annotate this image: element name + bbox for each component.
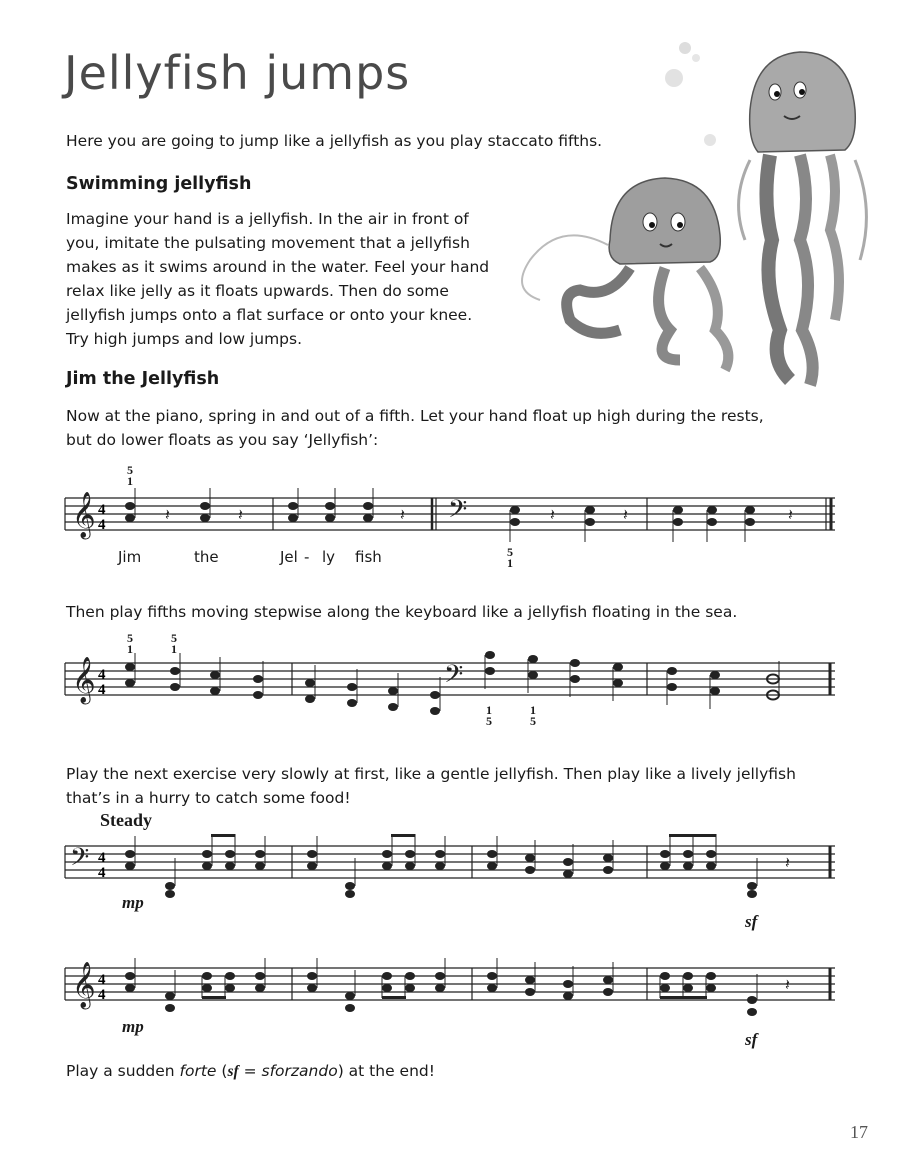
- music-staff-1: [60, 480, 850, 580]
- svg-text:𝄢: 𝄢: [444, 660, 464, 695]
- text-line: that’s in a hurry to catch some food!: [66, 789, 351, 807]
- tempo-marking: Steady: [100, 810, 153, 830]
- svg-text:𝄽: 𝄽: [238, 505, 243, 524]
- svg-text:4: 4: [98, 517, 106, 533]
- sforzando-term: sforzando: [261, 1062, 338, 1080]
- text-line: Imagine your hand is a jellyfish. In the air in front of: [66, 210, 469, 228]
- text-line: relax like jelly as it floats upwards. Then do some: [66, 282, 449, 300]
- svg-text:4: 4: [98, 972, 106, 988]
- svg-text:𝄽: 𝄽: [788, 505, 793, 524]
- svg-text:4: 4: [98, 502, 106, 518]
- svg-text:𝄞: 𝄞: [72, 962, 96, 1008]
- forte-term: forte: [179, 1062, 217, 1080]
- lyric: the: [194, 548, 219, 566]
- svg-text:𝄽: 𝄽: [785, 975, 790, 994]
- svg-text:4: 4: [98, 987, 106, 1003]
- svg-text:𝄽: 𝄽: [623, 505, 628, 524]
- text-line: Try high jumps and low jumps.: [66, 330, 303, 348]
- svg-text:𝄢: 𝄢: [70, 843, 90, 878]
- dynamic-sf: sf: [745, 1030, 758, 1049]
- lyric: Jel: [280, 548, 298, 566]
- dynamic-mp: mp: [122, 1017, 144, 1036]
- sf-symbol: sf: [227, 1063, 239, 1080]
- music-staff-4: [60, 950, 850, 1050]
- svg-text:𝄽: 𝄽: [165, 505, 170, 524]
- svg-text:𝄽: 𝄽: [550, 505, 555, 524]
- svg-text:4: 4: [98, 850, 106, 866]
- text-line: you, imitate the pulsating movement that a jellyfish: [66, 234, 470, 252]
- svg-text:𝄞: 𝄞: [72, 492, 96, 538]
- section-heading-swimming: Swimming jellyfish: [66, 174, 252, 194]
- text-line: but do lower floats as you say ‘Jellyfish’:: [66, 431, 379, 449]
- text-line: jellyfish jumps onto a flat surface or onto your knee.: [66, 306, 473, 324]
- svg-text:𝄽: 𝄽: [400, 505, 405, 524]
- jellyfish-illustration: [500, 30, 880, 400]
- section-swimming-text: [66, 207, 526, 351]
- lyric: -: [304, 548, 310, 566]
- dynamic-sf: sf: [745, 912, 758, 931]
- fingering-bottom-2a: 1 5: [486, 703, 492, 728]
- section-heading-jim: Jim the Jellyfish: [66, 369, 220, 389]
- svg-text:𝄞: 𝄞: [72, 657, 96, 703]
- fingering-top-2a: 5 1: [127, 631, 133, 656]
- svg-text:4: 4: [98, 667, 106, 683]
- text-line: Now at the piano, spring in and out of a fifth. Let your hand float up high during the rests,: [66, 407, 764, 425]
- svg-text:𝄽: 𝄽: [785, 853, 790, 872]
- exercise2-text: Then play fifths moving stepwise along the keyboard like a jellyfish floating in the sea.: [66, 603, 738, 621]
- text-line: Play the next exercise very slowly at first, like a gentle jellyfish. Then play like a lively jellyfish: [66, 765, 796, 783]
- music-staff-3: [60, 828, 850, 928]
- text-line: makes as it swims around in the water. Feel your hand: [66, 258, 490, 276]
- svg-text:4: 4: [98, 865, 106, 881]
- exercise3-text: [66, 762, 796, 810]
- fingering-bottom-1: 5 1: [507, 545, 513, 570]
- fingering-top-2b: 5 1: [171, 631, 177, 656]
- lyric: fish: [355, 548, 382, 566]
- intro-text: Here you are going to jump like a jellyfish as you play staccato fifths.: [66, 132, 603, 150]
- page-title: Jellyfish jumps: [64, 46, 411, 100]
- svg-text:𝄢: 𝄢: [448, 495, 468, 530]
- page-number: 17: [850, 1122, 868, 1142]
- fingering-top-1: 5 1: [127, 463, 133, 488]
- fingering-bottom-2b: 1 5: [530, 703, 536, 728]
- music-staff-2: [60, 645, 850, 745]
- lyric: ly: [322, 548, 336, 566]
- dynamic-mp: mp: [122, 893, 144, 912]
- svg-text:4: 4: [98, 682, 106, 698]
- section-jim-text: [66, 404, 764, 452]
- lyric: Jim: [118, 548, 142, 566]
- footnote: Play a sudden forte (sf = sforzando) at the end!: [66, 1062, 435, 1080]
